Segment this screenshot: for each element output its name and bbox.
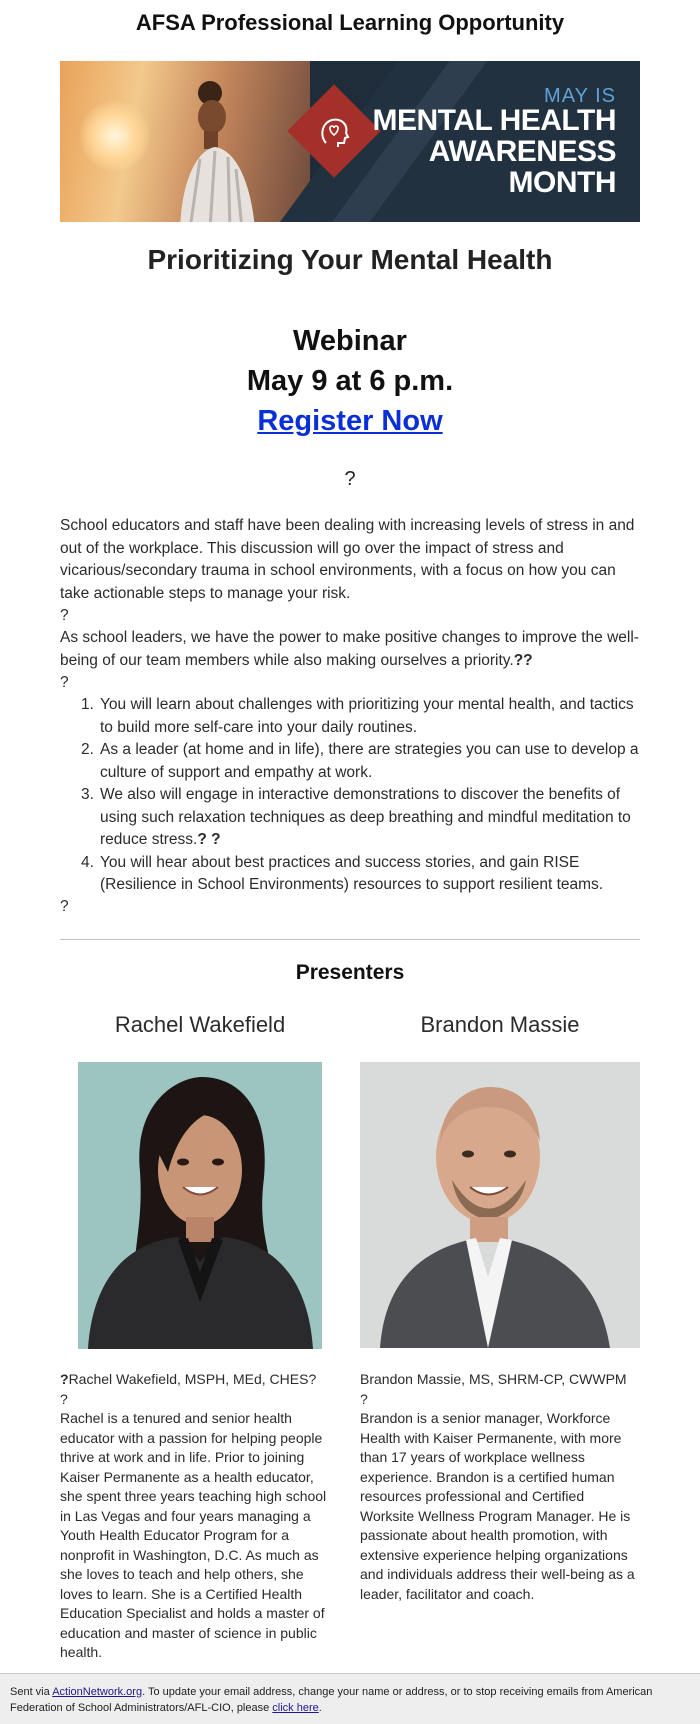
section-divider xyxy=(60,939,640,940)
list-item-text: We also will engage in interactive demonstrations to discover the benefits of using such relaxation techniques as deep breathing and mindful meditation to reduce stress. xyxy=(100,786,631,848)
placeholder-mark: ? xyxy=(60,1390,68,1407)
banner-kicker: MAY IS xyxy=(544,85,616,107)
intro-paragraph-2-text: As school leaders, we have the power to make positive changes to improve the well-being of our team members while also making ourselves a priority. xyxy=(60,629,639,669)
placeholder-mark: ? xyxy=(60,674,69,691)
event-title: Prioritizing Your Mental Health xyxy=(147,244,553,275)
list-item-number: 3. xyxy=(81,786,94,803)
list-item-number: 4. xyxy=(81,853,94,871)
intro-paragraph-2 xyxy=(60,627,640,672)
list-item-text: As a leader (at home and in life), there are strategies you can use to develop a culture of support and empathy at work. xyxy=(100,741,639,781)
presenter-name: Rachel Wakefield xyxy=(114,1012,286,1037)
intro-paragraph-2-bold: ?? xyxy=(513,651,533,669)
event-type: Webinar xyxy=(293,325,407,357)
list-item xyxy=(60,694,640,739)
placeholder-mark: ? xyxy=(60,607,69,624)
list-item-text: You will hear about best practices and success stories, and gain RISE (Resilience in School Environments) resources to support resilient teams. xyxy=(100,853,604,893)
sun-glow xyxy=(80,101,150,171)
placeholder-mark: ? xyxy=(360,1390,368,1407)
presenter-credentials xyxy=(360,1370,640,1409)
list-item xyxy=(60,784,640,852)
banner-title xyxy=(373,105,616,198)
banner-title-line: MONTH xyxy=(508,166,616,199)
credentials-text: Brandon Massie, MS, SHRM-CP, CWWPM xyxy=(360,1371,627,1387)
rachel-portrait-image xyxy=(78,1062,322,1349)
presenters-heading: Presenters xyxy=(295,961,405,984)
learning-points-list xyxy=(60,694,640,897)
credentials-prefix: ? xyxy=(60,1371,69,1387)
brandon-portrait-image xyxy=(360,1062,640,1348)
intro-paragraph-1: School educators and staff have been dealing with increasing levels of stress in and out of the workplace. This discussion will go over the impact of stress and vicarious/secondary trauma in school environments, with a focus on how you can take actionable steps to manage your risk. xyxy=(60,517,635,602)
action-network-link[interactable]: ActionNetwork.org xyxy=(52,1686,143,1698)
register-now-link-wrap xyxy=(0,405,700,438)
placeholder-mark: ? xyxy=(344,468,356,490)
list-item-number: 2. xyxy=(81,741,94,758)
list-item xyxy=(60,852,640,897)
credentials-text: Rachel Wakefield, MSPH, MEd, CHES? xyxy=(68,1371,317,1387)
placeholder-mark: ? xyxy=(60,898,69,915)
woman-silhouette-image xyxy=(170,79,260,222)
presenter-photo-brandon xyxy=(360,1062,640,1348)
presenter-credentials xyxy=(60,1370,330,1409)
presenter-bio: Brandon is a senior manager, Workforce Health with Kaiser Permanente, with more than 17 years of workplace wellness experience. Brandon is a certified human resources professional and Certified Worksite Wellness Program Manager. He is passionate about health promotion, with extensive experience helping organizations and individuals address their well-being as a leader, facilitator and coach. xyxy=(360,1410,635,1602)
presenter-photo-rachel xyxy=(78,1062,322,1349)
banner-photo xyxy=(60,61,310,222)
footer-end: . xyxy=(318,1702,322,1714)
register-now-link[interactable]: Register Now xyxy=(257,405,443,437)
list-item xyxy=(60,739,640,784)
head-heart-icon xyxy=(310,107,358,155)
footer-sent-via: Sent via xyxy=(10,1686,53,1698)
banner-title-line: MENTAL HEALTH xyxy=(372,104,616,137)
footer-text: . To update your email address, change your name or address, or to stop receiving emails from American Federation of School Administrators/AFL-CIO, please xyxy=(10,1686,653,1714)
presenter-bio: Rachel is a tenured and senior health educator with a passion for helping people thrive at work and in life. Prior to joining Kaiser Permanente as a health educator, she spent three years teaching high school in Las Vegas and four years managing a Youth Health Educator Program for a nonprofit in Washington, D.C. As much as she loves to teach and help others, she loves to learn. She is a Certified Health Education Specialist and holds a master of education and master of science in public health. xyxy=(60,1410,327,1660)
email-footer xyxy=(0,1673,700,1724)
list-item-bold: ? ? xyxy=(197,831,221,848)
list-item-text: You will learn about challenges with prioritizing your mental health, and tactics to build more self-care into your daily routines. xyxy=(100,696,634,736)
banner-title-line: AWARENESS xyxy=(428,135,616,168)
presenter-name: Brandon Massie xyxy=(420,1012,580,1037)
mental-health-banner xyxy=(60,61,640,222)
unsubscribe-link[interactable]: click here xyxy=(272,1702,319,1714)
event-date: May 9 at 6 p.m. xyxy=(246,365,454,397)
opportunity-heading: AFSA Professional Learning Opportunity xyxy=(135,10,565,35)
list-item-number: 1. xyxy=(81,696,94,713)
